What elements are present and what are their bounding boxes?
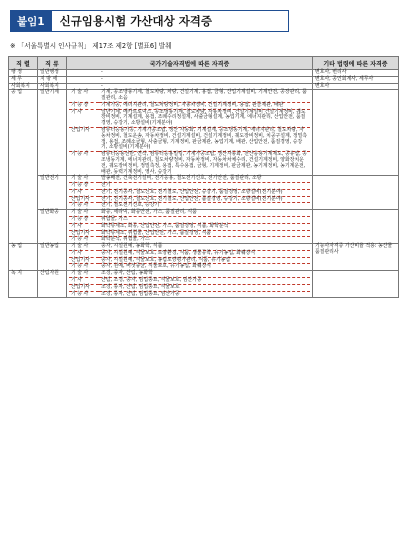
- header-national-cert: 국가기술자격법에 따른 자격증: [67, 57, 313, 70]
- table-row: [9, 271, 399, 298]
- certificate-table: [8, 56, 399, 298]
- cert-level-label: 기 능 사: [71, 202, 89, 209]
- source-note: ※ 「서울특별시 인사규칙」 제17조 제2항 [별표6] 발췌: [10, 42, 172, 50]
- national-cert-cell: [67, 271, 313, 298]
- cert-list: 조경, 종자, 산림, 임업종묘, 임산가공: [101, 290, 180, 297]
- cert-level-row: [69, 152, 310, 176]
- other-cert-cell: [313, 176, 399, 210]
- other-cert-cell: 변호사: [313, 83, 399, 90]
- cert-level-label: 기 술 사: [69, 210, 99, 216]
- cert-list: 조경, 종자, 산림, 농화학: [99, 271, 310, 277]
- document-title: 신규임용시험 가산대상 자격증: [52, 10, 289, 32]
- job-class-cell: 일반농업: [38, 244, 67, 271]
- cert-list: 컴퓨터응용가공, 기계가공조립, 생산 자동화, 기계설계, 공조냉동기계, 에너지관리, 철도차량, 자동차정비, 철도운송, 자동차정비, 건설기계설비, 건설기계정비, 궤도장비정비, 치공구설계, 정밀측정, 용접, 조례소금형, 사출금형, 기계정비, 판금제관, 농업기계, 배관, 산업안전, 품질경영, 승강기, 소방설비(기계분야): [99, 128, 310, 152]
- cert-list: 발송배전, 건축전기설비, 전기응용, 철도전기신호, 전기안전, 품질관리, 소방: [99, 176, 310, 182]
- cert-level-label: 기 사: [69, 250, 99, 257]
- national-cert-cell: [67, 244, 313, 271]
- cert-list: 산림, 조경, 종자, 임업종묘, 식물보호, 임산가공: [99, 278, 310, 285]
- other-cert-cell: 변호사, 변리사: [313, 70, 399, 77]
- cert-level-row: [69, 70, 310, 76]
- cert-level-label: 기 술 사: [69, 90, 99, 102]
- cert-level-label: 기 사: [69, 278, 99, 285]
- cert-level-label: 기 능 사: [71, 236, 89, 243]
- cert-level-label: 기 능 장: [69, 183, 99, 190]
- cert-list: 종자, 원예, 버섯종균, 식물보호, 유기농업, 화훼장식: [101, 263, 212, 270]
- cert-level-label: 기 사: [69, 223, 99, 230]
- cert-level-row: [69, 77, 310, 83]
- cert-list: 종자, 시설원예, 농화학, 식품: [99, 244, 310, 250]
- other-cert-cell: [313, 271, 399, 298]
- cert-list: 화공, 세라믹, 화공안전, 가스, 품질관리, 식품: [99, 210, 310, 216]
- job-series-cell: 행 정: [9, 70, 38, 77]
- national-cert-cell: [67, 76, 313, 83]
- table-row: [9, 176, 399, 210]
- header-other-cert: 기타 법령에 따른 자격증: [313, 57, 399, 70]
- cert-list: 종자, 시설원예, 식물보호, 농림토양평가관리, 식품, 유기농업: [99, 257, 310, 264]
- cert-level-label: 기 술 사: [69, 176, 99, 182]
- cert-list: 조경, 종자, 산림, 임업종묘, 식물보호: [99, 284, 310, 291]
- cert-level-label: 기 사: [69, 189, 99, 196]
- table-row: [9, 244, 399, 271]
- job-series-cell: 세 무: [9, 76, 38, 83]
- cert-level-row: [69, 291, 310, 297]
- cert-list: -: [101, 82, 103, 89]
- cert-level-row: [69, 90, 310, 102]
- cert-list: 기계가공, 에너지관리, 철도차량정비, 자동차정비, 건설기계정비, 용접, 판금제관, 배관: [99, 102, 310, 109]
- cert-level-label: 산업기사: [69, 128, 99, 152]
- cert-level-row: [69, 223, 310, 230]
- cert-level-label: 기 능 사: [71, 290, 89, 297]
- cert-list: -: [101, 75, 103, 82]
- national-cert-cell: [67, 176, 313, 210]
- national-cert-cell: [67, 210, 313, 244]
- cert-level-label: 산업기사: [69, 284, 99, 291]
- cert-level-label: 산업기사: [69, 230, 99, 237]
- cert-list: 기계, 공조냉동기계, 철도차량, 차량, 건설기계, 용접, 금형, 산업기계설비, 기계안전, 공장관리, 품질관리, 소음: [99, 90, 310, 102]
- cert-list: 전기, 전기공사, 철도신호, 전기철도, 산업안전, 승강기, 품질경영, 소방설비(전기분야): [99, 189, 310, 196]
- attachment-badge: 붙임1: [10, 10, 52, 32]
- cert-level-label: [69, 77, 99, 83]
- document-header: [10, 10, 289, 32]
- cert-list: 화학분석, 위험물, 가스: [101, 236, 150, 243]
- job-class-cell: 사회복지: [38, 83, 67, 90]
- job-class-cell: 산림자원: [38, 271, 67, 298]
- cert-list: 화약류제조, 위험물, 산업안전, 가스, 품질경영, 식품: [99, 230, 310, 237]
- cert-list: 전기, 전기공사, 철도신호, 전기철도, 산업안전, 품질경영, 승강기, 소방설비(전기분야): [99, 196, 310, 203]
- job-class-cell: 일반기계: [38, 90, 67, 176]
- header-job-class: 직 류: [38, 57, 67, 70]
- cert-list: 화약류제조, 화공, 산업안전, 가스, 품질경영, 식품, 화학분석: [99, 223, 310, 230]
- cert-level-label: 산업기사: [69, 257, 99, 264]
- table-row: [9, 90, 399, 176]
- job-class-cell: 일반전기: [38, 176, 67, 210]
- table-row: [9, 76, 399, 83]
- cert-level-row: [69, 109, 310, 127]
- cert-level-label: 산업기사: [69, 196, 99, 203]
- cert-level-row: [69, 128, 310, 152]
- national-cert-cell: [67, 70, 313, 77]
- cert-list: 전기, 철도전기신호, 승강기: [101, 202, 160, 209]
- cert-list: 일반기계, 메카트로닉스, 공조냉동기계, 철도차량, 자동차정비, 건설기계설비 건설기계정비, 궤도장비정비, 기계설계, 용접, 조례수리정설계, 사출금형설계, 농업기계, 에너지관리, 산업안전, 품질경영, 승강기, 소방설비(기계분야): [99, 109, 310, 127]
- job-class-cell: 일반화공: [38, 210, 67, 244]
- table-header-row: [9, 57, 399, 70]
- cert-level-label: [69, 70, 99, 76]
- cert-level-label: 기 능 장: [69, 216, 99, 223]
- cert-level-label: 기 술 사: [69, 244, 99, 250]
- cert-level-label: 기 능 장: [69, 102, 99, 109]
- job-series-cell: 녹 지: [9, 271, 38, 298]
- job-class-cell: 지 방 세: [38, 76, 67, 83]
- cert-level-label: 기 술 사: [69, 271, 99, 277]
- cert-list: 전기: [99, 183, 310, 190]
- other-cert-cell: 변호사, 공인회계사, 세무사: [313, 76, 399, 83]
- cert-level-label: 기 능 사: [71, 263, 89, 270]
- other-cert-cell: 기능사자격증 가산비율 적용: 농산물품질관리사: [313, 244, 399, 271]
- cert-level-label: 기 사: [69, 109, 99, 127]
- job-class-cell: 일반행정: [38, 70, 67, 77]
- cert-list: 위험물, 가스: [99, 216, 310, 223]
- job-series-cell: 공 업: [9, 90, 38, 244]
- cert-level-label: 기 능 사: [71, 151, 89, 158]
- table-row: [9, 210, 399, 244]
- job-series-cell: 사회복지: [9, 83, 38, 90]
- national-cert-cell: [67, 90, 313, 176]
- cert-list: 컴퓨터응용선반, 연삭, 컴퓨터응용밀링, 기계가공조립, 생산자동화, 전산응용기계제도, 공유압, 공조냉동기계, 에너지관리, 철도차량정비, 자동차정비, 자동차차체수리, 건설기계정비, 양화장치운전, 궤도장비정비, 정밀측정, 용접, 특수용접, 금형, 기계정비, 판금제관, 농기계정비, 농기계운전, 배관, 동력기계정비, 영사, 승강기: [101, 151, 308, 175]
- job-series-cell: 농 업: [9, 244, 38, 271]
- other-cert-cell: [313, 90, 399, 176]
- other-cert-cell: [313, 210, 399, 244]
- cert-list: 종자, 시설원예, 식물보호, 토양환경, 식품, 생물공학, 유기농업, 화훼장식: [99, 250, 310, 257]
- header-job-series: 직 렬: [9, 57, 38, 70]
- cert-list: -: [101, 69, 103, 75]
